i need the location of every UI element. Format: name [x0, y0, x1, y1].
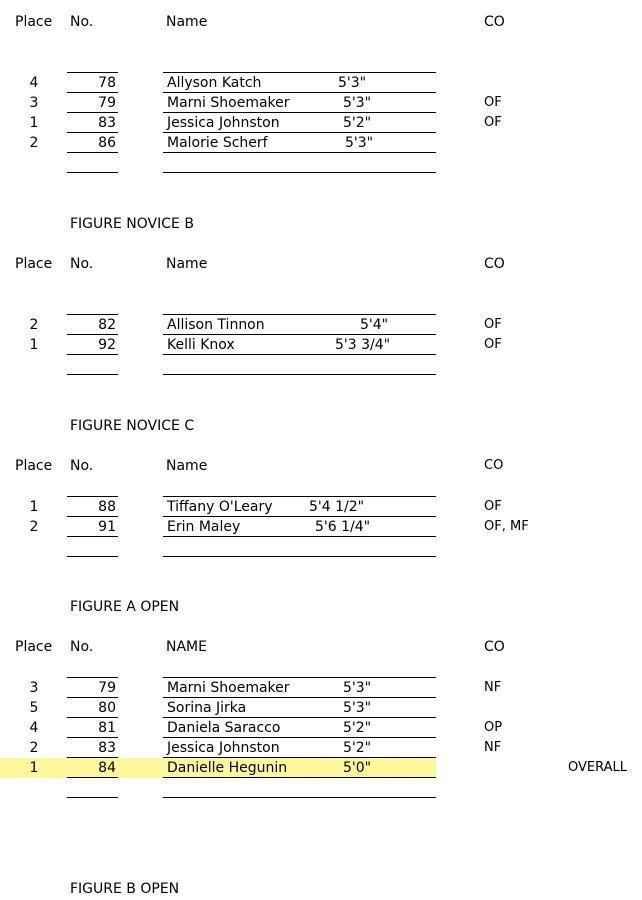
rule-line [67, 152, 118, 153]
header-place: Place [15, 639, 53, 655]
header-name: Name [166, 14, 208, 30]
number-cell: 86 [98, 135, 116, 151]
number-cell: 82 [98, 317, 116, 333]
number-cell: 79 [98, 680, 116, 696]
number-cell: 91 [98, 519, 116, 535]
place-cell: 5 [29, 700, 39, 716]
section-title: FIGURE B OPEN [70, 881, 180, 897]
rule-line [67, 777, 118, 778]
rule-line [163, 737, 436, 738]
rule-line [163, 496, 436, 497]
rule-line [163, 354, 436, 355]
place-cell: 2 [29, 135, 39, 151]
header-name: NAME [166, 639, 207, 655]
rule-line [163, 536, 436, 537]
height-cell: 5'3" [345, 135, 374, 151]
co-cell: OF [484, 95, 502, 110]
rule-line [67, 737, 118, 738]
number-cell: 81 [98, 720, 116, 736]
section-title: FIGURE A OPEN [70, 599, 180, 615]
rule-line [67, 516, 118, 517]
rule-line [163, 72, 436, 73]
place-cell: 2 [29, 740, 39, 756]
rule-line [67, 556, 118, 557]
header-place: Place [15, 14, 53, 30]
place-cell: 3 [29, 95, 39, 111]
place-cell: 2 [29, 317, 39, 333]
height-cell: 5'0" [343, 760, 372, 776]
rule-line [67, 677, 118, 678]
height-cell: 5'2" [343, 115, 372, 131]
rule-line [163, 777, 436, 778]
rule-line [163, 797, 436, 798]
header-no: No. [70, 256, 94, 272]
rule-line [163, 697, 436, 698]
rule-line [163, 556, 436, 557]
rule-line [67, 92, 118, 93]
co-cell: OF [484, 337, 502, 352]
height-cell: 5'3" [343, 680, 372, 696]
rule-line [67, 354, 118, 355]
rule-line [67, 496, 118, 497]
header-no: No. [70, 14, 94, 30]
name-cell: Daniela Saracco [167, 720, 281, 736]
height-cell: 5'4 1/2" [309, 499, 365, 515]
name-cell: Marni Shoemaker [167, 95, 290, 111]
rule-line [163, 677, 436, 678]
place-cell: 3 [29, 680, 39, 696]
rule-line [163, 152, 436, 153]
header-place: Place [15, 256, 53, 272]
rule-line [163, 132, 436, 133]
rule-line [163, 516, 436, 517]
co-cell: OF, MF [484, 519, 529, 534]
rule-line [67, 172, 118, 173]
number-cell: 80 [98, 700, 116, 716]
name-cell: Danielle Hegunin [167, 760, 288, 776]
co-cell: OF [484, 317, 502, 332]
name-cell: Malorie Scherf [167, 135, 268, 151]
number-cell: 88 [98, 499, 116, 515]
name-cell: Jessica Johnston [167, 740, 280, 756]
place-cell: 1 [29, 337, 39, 353]
rule-line [67, 314, 118, 315]
co-cell: OP [484, 720, 503, 735]
co-cell: OF [484, 499, 502, 514]
header-name: Name [166, 256, 208, 272]
height-cell: 5'3" [338, 75, 367, 91]
rule-line [163, 334, 436, 335]
rule-line [67, 72, 118, 73]
rule-line [163, 112, 436, 113]
height-cell: 5'4" [360, 317, 389, 333]
number-cell: 79 [98, 95, 116, 111]
rule-line [67, 132, 118, 133]
rule-line [163, 314, 436, 315]
header-co: CO [484, 256, 505, 272]
rule-line [67, 717, 118, 718]
rule-line [163, 172, 436, 173]
header-place: Place [15, 458, 53, 474]
rule-line [163, 374, 436, 375]
height-cell: 5'2" [343, 720, 372, 736]
rule-line [67, 334, 118, 335]
section-title: FIGURE NOVICE B [70, 216, 194, 232]
name-cell: Jessica Johnston [167, 115, 280, 131]
header-name: Name [166, 458, 208, 474]
co-cell: OF [484, 115, 502, 130]
place-cell: 1 [29, 760, 39, 776]
rule-line [67, 797, 118, 798]
rule-line [67, 697, 118, 698]
number-cell: 92 [98, 337, 116, 353]
name-cell: Allyson Katch [167, 75, 262, 91]
height-cell: 5'3" [343, 95, 372, 111]
rule-line [67, 112, 118, 113]
name-cell: Erin Maley [167, 519, 241, 535]
header-co: CO [484, 458, 504, 473]
number-cell: 84 [98, 760, 116, 776]
rule-line [67, 374, 118, 375]
co-cell: NF [484, 740, 502, 755]
number-cell: 78 [98, 75, 116, 91]
name-cell: Sorina Jirka [167, 700, 247, 716]
height-cell: 5'6 1/4" [315, 519, 371, 535]
height-cell: 5'3" [343, 700, 372, 716]
place-cell: 4 [29, 720, 39, 736]
header-co: CO [484, 14, 505, 30]
rule-line [163, 717, 436, 718]
header-no: No. [70, 639, 94, 655]
name-cell: Marni Shoemaker [167, 680, 290, 696]
height-cell: 5'3 3/4" [335, 337, 391, 353]
name-cell: Allison Tinnon [167, 317, 265, 333]
name-cell: Kelli Knox [167, 337, 235, 353]
co-cell: NF [484, 680, 502, 695]
rule-line [67, 536, 118, 537]
number-cell: 83 [98, 740, 116, 756]
place-cell: 1 [29, 115, 39, 131]
overall-note: OVERALL [568, 760, 627, 775]
header-co: CO [484, 639, 505, 655]
place-cell: 1 [29, 499, 39, 515]
header-no: No. [70, 458, 94, 474]
section-title: FIGURE NOVICE C [70, 418, 195, 434]
place-cell: 2 [29, 519, 39, 535]
place-cell: 4 [29, 75, 39, 91]
height-cell: 5'2" [343, 740, 372, 756]
number-cell: 83 [98, 115, 116, 131]
rule-line [163, 92, 436, 93]
name-cell: Tiffany O'Leary [167, 499, 273, 515]
